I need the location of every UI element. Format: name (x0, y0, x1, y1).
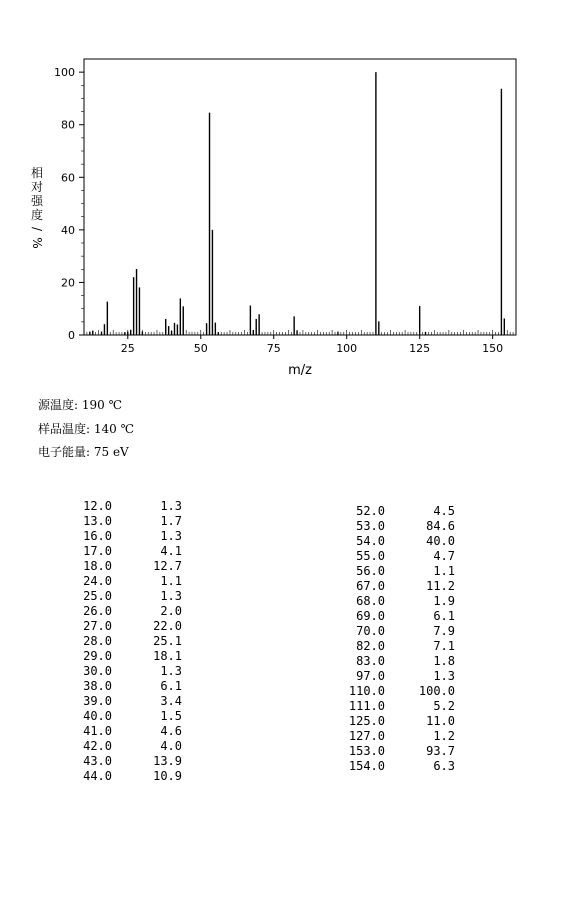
abundance-value: 5.2 (433, 699, 455, 713)
abundance-value: 3.4 (160, 694, 182, 708)
source-temperature: 源温度: 190 ℃ (38, 398, 123, 412)
mz-value: 25.0 (83, 589, 112, 603)
table-row (72, 529, 182, 544)
abundance-value: 7.1 (433, 639, 455, 653)
mz-value: 52.0 (356, 504, 385, 518)
y-axis-title-char: 度 (30, 208, 43, 222)
table-row (72, 604, 182, 619)
y-axis-title-char: 对 (30, 180, 43, 194)
table-row (72, 679, 182, 694)
mass-spectrum-chart (0, 0, 570, 390)
abundance-value: 11.2 (426, 579, 455, 593)
table-row (345, 654, 455, 669)
mz-value: 12.0 (83, 499, 112, 513)
table-row (72, 574, 182, 589)
table-row (345, 714, 455, 729)
abundance-value: 1.3 (160, 499, 182, 513)
x-tick-label: 75 (266, 342, 281, 355)
x-axis-ticks (121, 335, 503, 355)
y-axis-title-char: % (30, 237, 44, 249)
x-tick-label: 25 (120, 342, 135, 355)
table-row (345, 669, 455, 684)
abundance-value: 25.1 (153, 634, 182, 648)
table-row (345, 519, 455, 534)
mz-value: 26.0 (83, 604, 112, 618)
abundance-value: 1.1 (433, 564, 455, 578)
mz-value: 28.0 (83, 634, 112, 648)
abundance-value: 1.8 (433, 654, 455, 668)
y-tick-label: 40 (61, 223, 75, 237)
table-row (345, 549, 455, 564)
mz-value: 70.0 (356, 624, 385, 638)
y-tick-label: 0 (68, 329, 75, 342)
abundance-value: 4.0 (160, 739, 182, 753)
abundance-value: 11.0 (426, 714, 455, 728)
table-row (72, 634, 182, 649)
abundance-value: 1.5 (160, 709, 182, 723)
minor-ticks (84, 330, 516, 335)
x-tick-label: 100 (336, 342, 358, 355)
abundance-value: 7.9 (433, 624, 455, 638)
abundance-value: 22.0 (153, 619, 182, 633)
y-axis-title-char: / (30, 226, 44, 232)
y-tick-label: 100 (54, 66, 75, 80)
x-tick-label: 125 (409, 342, 431, 355)
plot-frame (84, 59, 516, 335)
mz-value: 16.0 (83, 529, 112, 543)
table-row (72, 544, 182, 559)
mz-value: 110.0 (348, 684, 385, 698)
table-row (72, 514, 182, 529)
abundance-value: 100.0 (418, 684, 455, 698)
abundance-value: 18.1 (153, 649, 182, 663)
mz-value: 18.0 (83, 559, 112, 573)
y-axis-title-char: 强 (30, 194, 43, 208)
mz-value: 56.0 (356, 564, 385, 578)
mz-value: 127.0 (348, 729, 385, 743)
x-tick-label: 50 (193, 342, 208, 355)
mz-value: 54.0 (356, 534, 385, 548)
table-row (72, 619, 182, 634)
y-tick-label: 80 (61, 118, 75, 132)
abundance-value: 1.3 (160, 589, 182, 603)
mz-value: 111.0 (348, 699, 385, 713)
abundance-value: 40.0 (426, 534, 455, 548)
mz-value: 67.0 (356, 579, 385, 593)
mz-value: 39.0 (83, 694, 112, 708)
table-row (345, 564, 455, 579)
peak-table-left (72, 499, 182, 784)
abundance-value: 2.0 (160, 604, 182, 618)
mz-value: 40.0 (83, 709, 112, 723)
x-axis-title: m/z (288, 363, 312, 378)
abundance-value: 4.1 (160, 544, 182, 558)
abundance-value: 4.6 (160, 724, 182, 738)
y-axis-title-char: 相 (30, 166, 43, 180)
mz-value: 53.0 (356, 519, 385, 533)
abundance-value: 1.3 (433, 669, 455, 683)
mz-value: 38.0 (83, 679, 112, 693)
mz-value: 125.0 (348, 714, 385, 728)
abundance-value: 1.2 (433, 729, 455, 743)
abundance-value: 13.9 (153, 754, 182, 768)
mz-value: 154.0 (348, 759, 385, 773)
abundance-value: 6.1 (160, 679, 182, 693)
mz-value: 30.0 (83, 664, 112, 678)
y-tick-label: 60 (61, 171, 75, 185)
mz-value: 83.0 (356, 654, 385, 668)
abundance-value: 1.3 (160, 529, 182, 543)
abundance-value: 1.3 (160, 664, 182, 678)
table-row (345, 759, 455, 774)
mz-value: 68.0 (356, 594, 385, 608)
abundance-value: 4.7 (433, 549, 455, 563)
abundance-value: 93.7 (426, 744, 455, 758)
mz-value: 17.0 (83, 544, 112, 558)
table-row (345, 744, 455, 759)
table-row (72, 559, 182, 574)
abundance-value: 84.6 (426, 519, 455, 533)
abundance-value: 1.7 (160, 514, 182, 528)
mz-value: 153.0 (348, 744, 385, 758)
table-row (72, 664, 182, 679)
mz-value: 69.0 (356, 609, 385, 623)
electron-energy: 电子能量: 75 eV (38, 445, 129, 459)
mz-value: 13.0 (83, 514, 112, 528)
abundance-value: 1.1 (160, 574, 182, 588)
x-tick-label: 150 (482, 342, 504, 355)
peak-bars (90, 72, 504, 335)
sample-temperature: 样品温度: 140 ℃ (38, 422, 135, 436)
table-row (72, 754, 182, 769)
mz-value: 44.0 (83, 769, 112, 783)
y-axis-title (30, 166, 44, 250)
table-row (345, 594, 455, 609)
abundance-value: 12.7 (153, 559, 182, 573)
table-row (345, 699, 455, 714)
abundance-value: 4.5 (433, 504, 455, 518)
table-row (72, 694, 182, 709)
table-row (72, 739, 182, 754)
mz-value: 24.0 (83, 574, 112, 588)
abundance-value: 10.9 (153, 769, 182, 783)
mz-value: 97.0 (356, 669, 385, 683)
y-tick-label: 20 (61, 276, 75, 290)
table-row (345, 684, 455, 699)
mz-value: 43.0 (83, 754, 112, 768)
table-row (345, 579, 455, 594)
abundance-value: 6.3 (433, 759, 455, 773)
table-row (72, 499, 182, 514)
abundance-value: 6.1 (433, 609, 455, 623)
table-row (345, 609, 455, 624)
mz-value: 29.0 (83, 649, 112, 663)
table-row (72, 724, 182, 739)
table-row (72, 589, 182, 604)
mz-value: 41.0 (83, 724, 112, 738)
table-row (345, 534, 455, 549)
table-row (72, 769, 182, 784)
table-row (345, 729, 455, 744)
table-row (345, 504, 455, 519)
table-row (345, 639, 455, 654)
mz-value: 27.0 (83, 619, 112, 633)
table-row (72, 709, 182, 724)
mz-value: 82.0 (356, 639, 385, 653)
mz-value: 42.0 (83, 739, 112, 753)
mz-value: 55.0 (356, 549, 385, 563)
table-row (72, 649, 182, 664)
table-row (345, 624, 455, 639)
abundance-value: 1.9 (433, 594, 455, 608)
y-axis-ticks (54, 66, 84, 342)
peak-table-right (345, 504, 455, 774)
